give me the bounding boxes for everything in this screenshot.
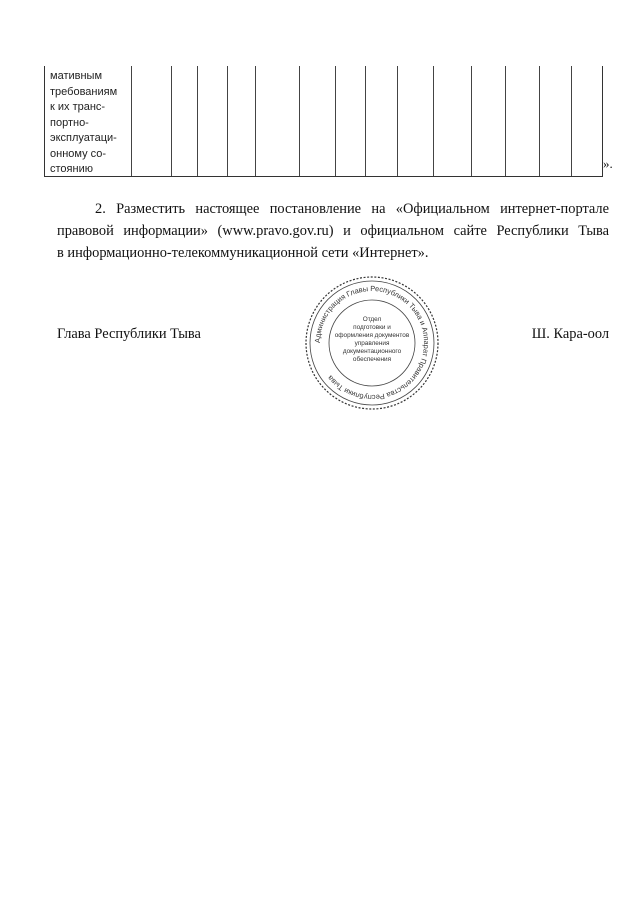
- seal-center-line: обеспечения: [352, 356, 392, 363]
- seal-center-line: Отдел: [362, 316, 382, 323]
- table-cell-line: онному со-: [50, 147, 107, 160]
- seal-center-text: [335, 316, 410, 363]
- table-column-divider: [505, 66, 506, 176]
- table-column-divider: [171, 66, 172, 176]
- table-column-divider: [539, 66, 540, 176]
- seal-center-line: документационного: [342, 348, 402, 355]
- table-cell-line: требованиям: [50, 85, 118, 98]
- paragraph-line: 2. Разместить настоящее постановление на «Официальном интернет-портале: [95, 201, 609, 217]
- table-column-divider: [365, 66, 366, 176]
- official-seal: [304, 275, 440, 411]
- table-column-divider: [227, 66, 228, 176]
- table-fragment: [44, 66, 603, 177]
- seal-center-line: подготовки и: [353, 324, 391, 331]
- table-column-divider: [433, 66, 434, 176]
- paragraph-line: правовой информации» (www.pravo.gov.ru) и официальном сайте Республики Тыва: [57, 223, 609, 239]
- table-column-divider: [131, 66, 132, 176]
- table-column-divider: [571, 66, 572, 176]
- table-column-divider: [197, 66, 198, 176]
- table-column-divider: [299, 66, 300, 176]
- signatory-name: Ш. Кара-оол: [531, 326, 609, 342]
- seal-center-line: управления: [354, 340, 390, 347]
- paragraph-2: [57, 198, 609, 264]
- table-cell-line: к их транс-: [50, 101, 106, 113]
- table-cell-line: мативным: [50, 70, 103, 82]
- seal-center-line: оформления документов: [334, 332, 410, 339]
- table-cell-line: портно-: [50, 116, 89, 129]
- table-cell-line: эксплуатаци-: [50, 132, 117, 144]
- table-column-divider: [255, 66, 256, 176]
- table-column-divider: [471, 66, 472, 176]
- table-column-divider: [335, 66, 336, 176]
- signatory-title: Глава Республики Тыва: [57, 326, 201, 342]
- seal-ring-text: Администрация Главы Республики Тыва и Аппарат Правительства Республики Тыва: [312, 283, 432, 403]
- table-column-divider: [397, 66, 398, 176]
- table-cell-line: стоянию: [50, 163, 93, 175]
- table-first-cell: [50, 69, 130, 178]
- paragraph-line: в информационно-телекоммуникационной сети «Интернет».: [57, 245, 429, 261]
- table-closing-mark: ».: [603, 156, 613, 171]
